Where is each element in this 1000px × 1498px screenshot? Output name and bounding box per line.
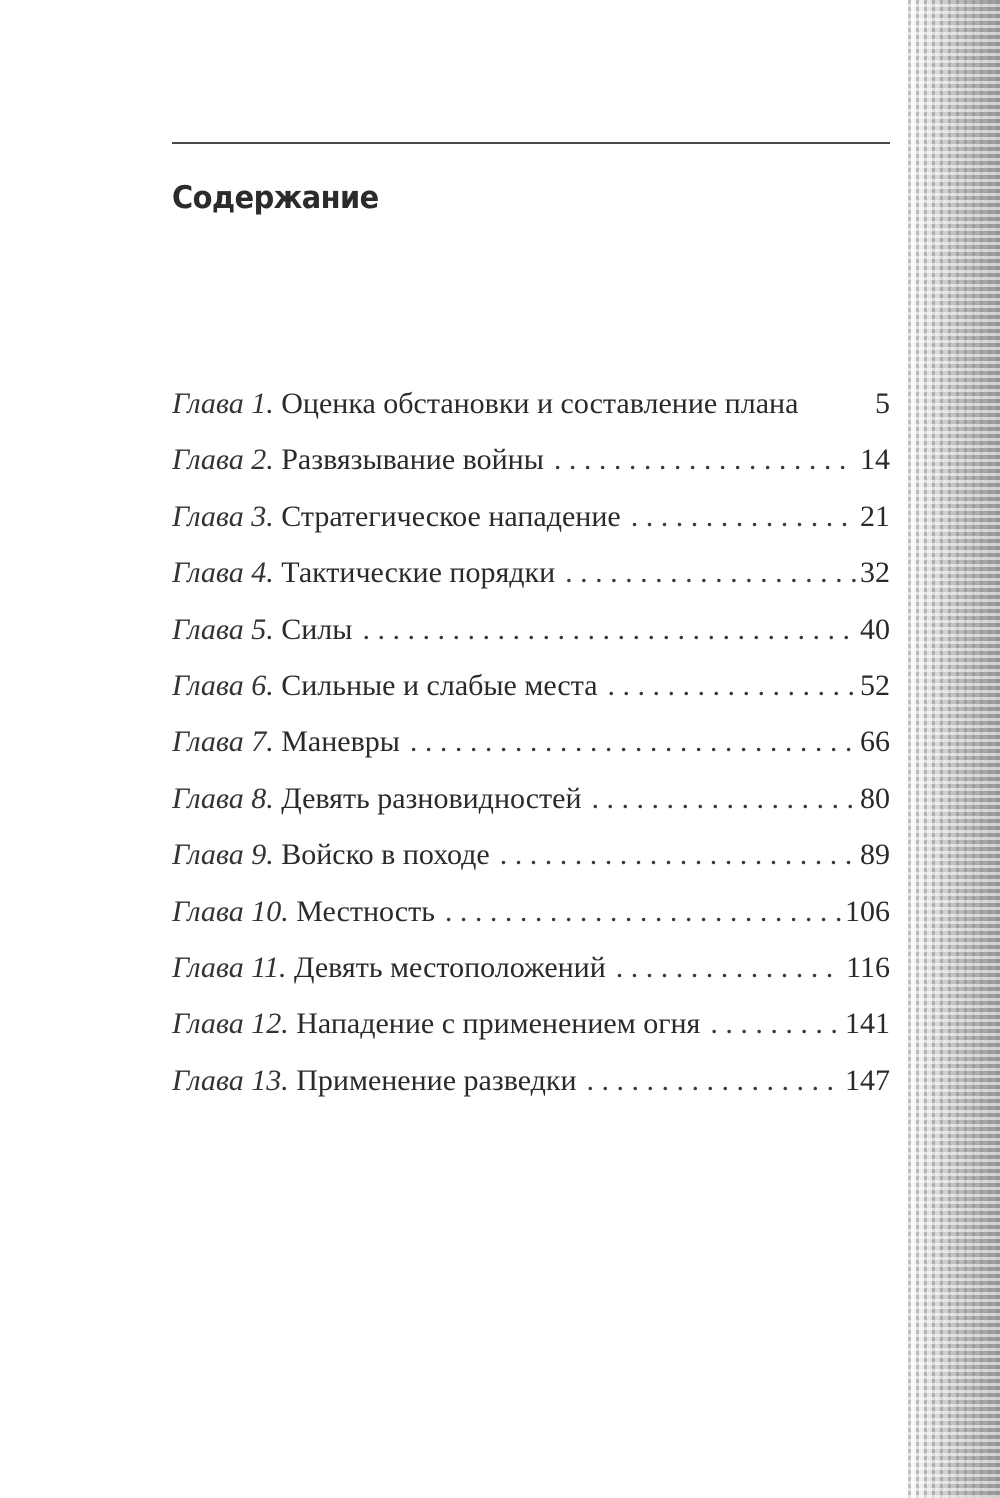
chapter-title: Оценка обстановки и составление плана: [281, 387, 799, 420]
toc-entry-11[interactable]: [172, 940, 890, 996]
toc-entry-13[interactable]: [172, 1053, 890, 1109]
page-number: 5: [875, 387, 890, 420]
chapter-title: Тактические порядки: [281, 556, 556, 590]
toc-entry-3[interactable]: [172, 489, 890, 545]
dot-leader: [710, 996, 841, 1052]
toc-entry-7[interactable]: [172, 714, 890, 770]
chapter-label: Глава 10.: [172, 894, 289, 928]
toc-entry-12[interactable]: [172, 996, 890, 1052]
page-number: 66: [860, 725, 890, 759]
chapter-label: Глава 3.: [172, 499, 274, 533]
dot-leader: [554, 432, 856, 488]
page-number: 14: [860, 443, 890, 477]
dot-leader: [500, 827, 856, 883]
toc-entry-6[interactable]: [172, 658, 890, 714]
chapter-title: Стратегическое нападение: [281, 499, 621, 533]
chapter-label: Глава 8.: [172, 781, 274, 815]
toc-entry-10[interactable]: [172, 884, 890, 940]
contents-heading: Содержание: [172, 180, 379, 216]
chapter-label: Глава 2.: [172, 443, 274, 477]
chapter-title: Девять разновидностей: [281, 781, 582, 815]
chapter-title: Силы: [281, 612, 353, 646]
dot-leader: [565, 545, 856, 601]
page-number: 106: [845, 894, 890, 928]
dot-leader: [362, 602, 856, 658]
chapter-title: Маневры: [281, 725, 400, 759]
chapter-label: Глава 11.: [172, 950, 287, 984]
toc-entry-9[interactable]: [172, 827, 890, 883]
toc-entry-1[interactable]: [172, 376, 890, 432]
chapter-title: Нападение с применением огня: [296, 1007, 701, 1041]
dot-leader: [592, 771, 856, 827]
table-of-contents: [172, 376, 890, 1109]
chapter-label: Глава 9.: [172, 838, 274, 872]
page-number: 52: [860, 668, 890, 702]
dot-leader: [587, 1053, 841, 1109]
toc-entry-2[interactable]: [172, 432, 890, 488]
chapter-title: Девять местоположений: [294, 950, 606, 984]
dot-leader: [410, 714, 856, 770]
toc-entry-5[interactable]: [172, 602, 890, 658]
chapter-title: Местность: [296, 894, 435, 928]
chapter-title: Войско в походе: [281, 838, 490, 872]
page-number: 141: [845, 1007, 890, 1041]
chapter-label: Глава 5.: [172, 612, 274, 646]
chapter-title: Развязывание войны: [281, 443, 544, 477]
page-number: 116: [846, 950, 890, 984]
page-number: 40: [860, 612, 890, 646]
chapter-label: Глава 13.: [172, 1063, 289, 1097]
chapter-label: Глава 7.: [172, 725, 274, 759]
page-number: 32: [860, 556, 890, 590]
toc-entry-8[interactable]: [172, 771, 890, 827]
page-edge-pattern: [908, 0, 1000, 1498]
chapter-title: Сильные и слабые места: [281, 668, 598, 702]
page-number: 89: [860, 838, 890, 872]
dot-leader: [608, 658, 856, 714]
chapter-label: Глава 4.: [172, 556, 274, 590]
chapter-label: Глава 12.: [172, 1007, 289, 1041]
dot-leader: [445, 884, 841, 940]
chapter-title: Применение разведки: [296, 1063, 577, 1097]
chapter-label: Глава 1.: [172, 387, 274, 420]
top-rule-divider: [172, 142, 890, 144]
chapter-label: Глава 6.: [172, 668, 274, 702]
page-number: 21: [860, 499, 890, 533]
page-number: 147: [845, 1063, 890, 1097]
page-number: 80: [860, 781, 890, 815]
toc-entry-4[interactable]: [172, 545, 890, 601]
dot-leader: [616, 940, 842, 996]
dot-leader: [631, 489, 856, 545]
